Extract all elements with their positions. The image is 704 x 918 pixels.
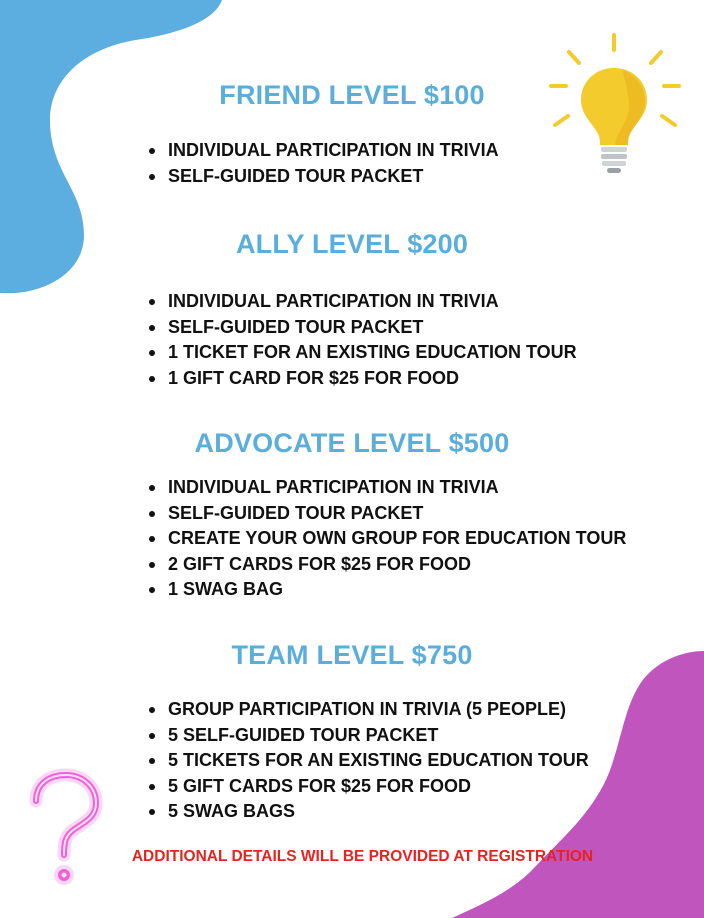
list-item: 1 SWAG BAG <box>168 577 626 603</box>
list-item: SELF-GUIDED TOUR PACKET <box>168 164 499 190</box>
list-item: SELF-GUIDED TOUR PACKET <box>168 315 577 341</box>
list-item: INDIVIDUAL PARTICIPATION IN TRIVIA <box>168 138 499 164</box>
level-title-ally: ALLY LEVEL $200 <box>235 229 469 259</box>
bulb-ray <box>569 52 579 63</box>
list-item: 5 TICKETS FOR AN EXISTING EDUCATION TOUR <box>168 748 589 774</box>
registration-note: ADDITIONAL DETAILS WILL BE PROVIDED AT REGISTRATION <box>131 848 594 865</box>
bulb-ray <box>555 116 568 125</box>
list-item: 5 GIFT CARDS FOR $25 FOR FOOD <box>168 774 589 800</box>
list-item: 2 GIFT CARDS FOR $25 FOR FOOD <box>168 552 626 578</box>
level-title-team: TEAM LEVEL $750 <box>231 640 473 670</box>
neon-dot-core <box>62 873 67 878</box>
benefit-list-team <box>168 697 589 825</box>
bulb-base <box>601 154 627 159</box>
list-item: INDIVIDUAL PARTICIPATION IN TRIVIA <box>168 475 626 501</box>
list-item: 5 SWAG BAGS <box>168 799 589 825</box>
benefit-list-ally <box>168 289 577 391</box>
benefit-list-advocate <box>168 475 626 603</box>
bulb-base <box>602 161 626 166</box>
list-item: GROUP PARTICIPATION IN TRIVIA (5 PEOPLE) <box>168 697 589 723</box>
bulb-tip <box>607 168 621 173</box>
level-title-advocate: ADVOCATE LEVEL $500 <box>194 428 510 458</box>
list-item: INDIVIDUAL PARTICIPATION IN TRIVIA <box>168 289 577 315</box>
bulb-ray <box>651 52 661 63</box>
neon-question-mark-icon <box>20 765 112 895</box>
list-item: CREATE YOUR OWN GROUP FOR EDUCATION TOUR <box>168 526 626 552</box>
level-title-friend: FRIEND LEVEL $100 <box>219 80 485 110</box>
benefit-list-friend <box>168 138 499 189</box>
list-item: 1 GIFT CARD FOR $25 FOR FOOD <box>168 366 577 392</box>
list-item: 5 SELF-GUIDED TOUR PACKET <box>168 723 589 749</box>
list-item: SELF-GUIDED TOUR PACKET <box>168 501 626 527</box>
bulb-ray <box>662 116 675 125</box>
list-item: 1 TICKET FOR AN EXISTING EDUCATION TOUR <box>168 340 577 366</box>
bulb-base <box>601 147 627 152</box>
